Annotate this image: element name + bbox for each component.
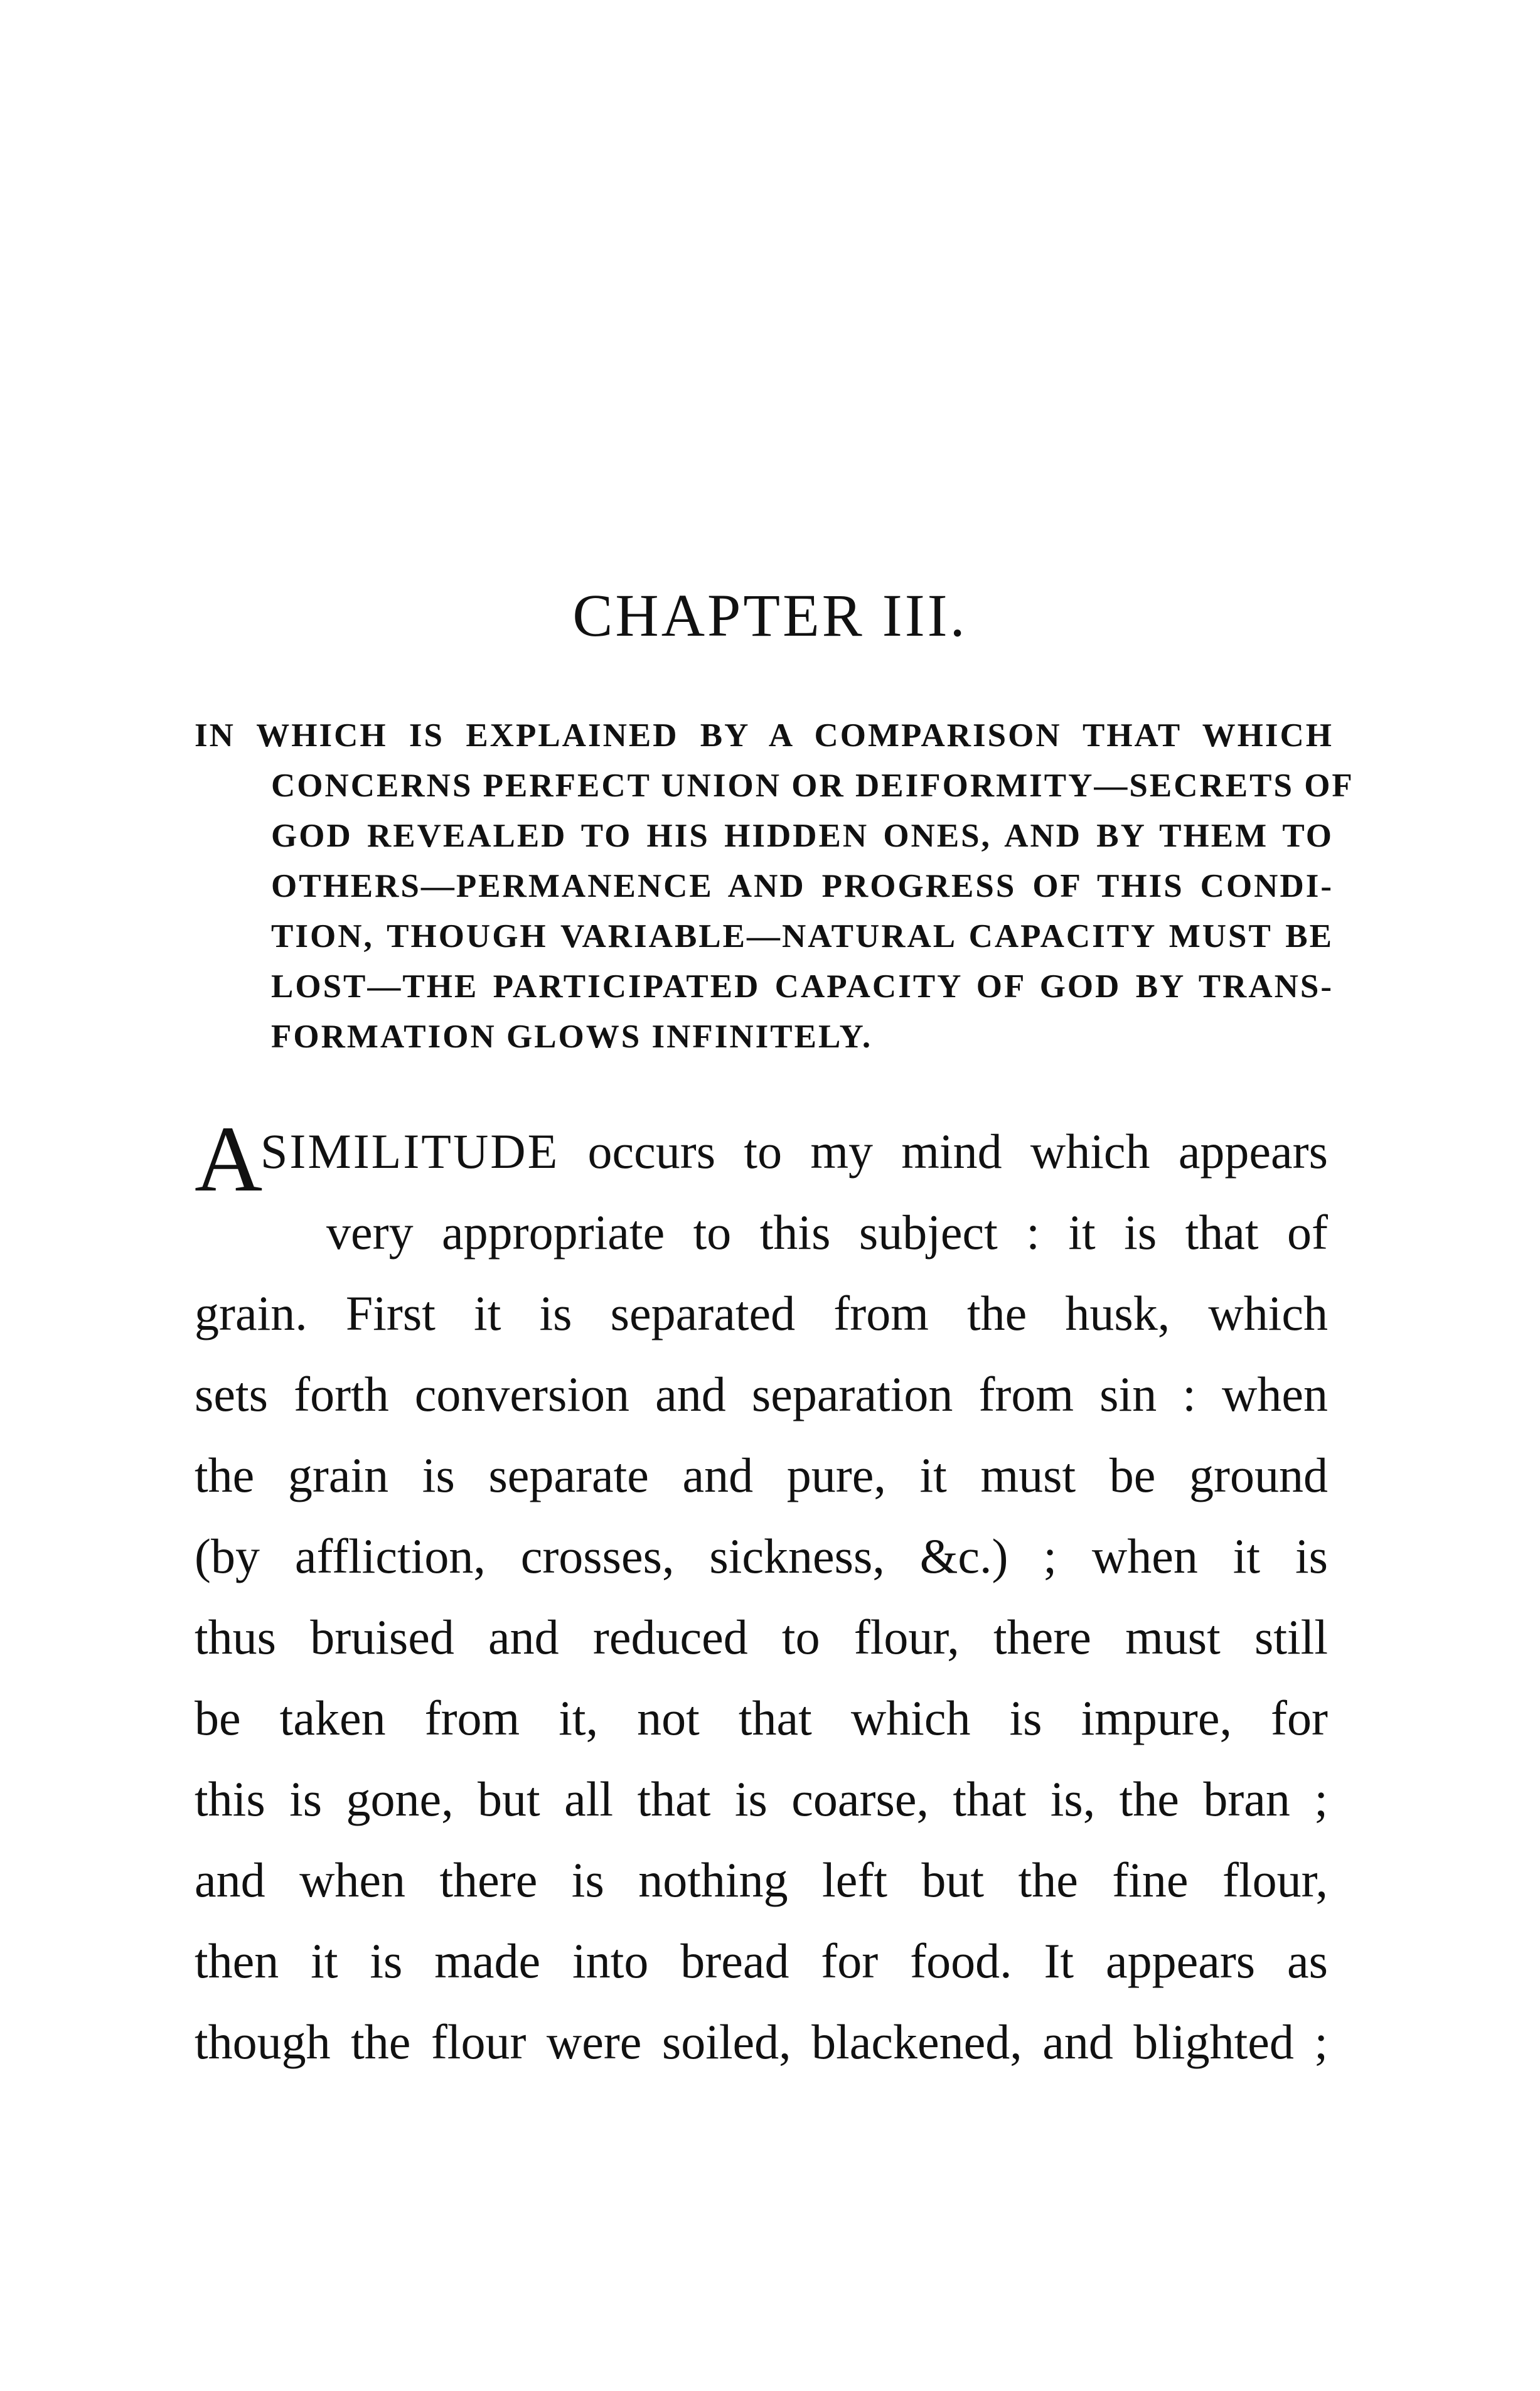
- chapter-title: CHAPTER III.: [572, 582, 968, 649]
- summary-line: TION, THOUGH VARIABLE—NATURAL CAPACITY MUST BE: [271, 918, 1334, 955]
- body-line: sets forth conversion and separation from sin : when: [195, 1367, 1328, 1421]
- body-line: thus bruised and reduced to flour, there must still: [195, 1610, 1328, 1664]
- drop-cap: A: [195, 1107, 263, 1211]
- summary-line: IN WHICH IS EXPLAINED BY A COMPARISON THAT WHICH: [195, 717, 1334, 754]
- summary-line: LOST—THE PARTICIPATED CAPACITY OF GOD BY TRANS-: [271, 968, 1334, 1005]
- body-line: this is gone, but all that is coarse, that is, the bran ;: [195, 1772, 1328, 1826]
- body-line: be taken from it, not that which is impure, for: [195, 1691, 1328, 1745]
- body-line: and when there is nothing left but the fine flour,: [195, 1853, 1328, 1907]
- body-line: the grain is separate and pure, it must be ground: [195, 1448, 1328, 1502]
- body-line: then it is made into bread for food. It appears as: [195, 1934, 1328, 1988]
- chapter-summary: [195, 710, 1354, 1062]
- first-line-text: [260, 1111, 1328, 1192]
- summary-line: CONCERNS PERFECT UNION OR DEIFORMITY—SECRETS OF: [271, 768, 1354, 804]
- body-line: though the flour were soiled, blackened, and blighted ;: [195, 2014, 1328, 2069]
- body-line: very appropriate to this subject : it is that of: [326, 1205, 1328, 1260]
- first-word: SIMILITUDE: [260, 1124, 560, 1179]
- summary-line: OTHERS—PERMANENCE AND PROGRESS OF THIS CONDI-: [271, 868, 1334, 904]
- body-paragraph: [195, 1107, 1329, 2082]
- body-line: (by affliction, crosses, sickness, &c.) ; when it is: [195, 1529, 1328, 1583]
- first-line-rest: occurs to my mind which appears: [587, 1124, 1329, 1179]
- summary-line: FORMATION GLOWS INFINITELY.: [271, 1019, 873, 1055]
- first-body-line: [195, 1107, 1329, 1211]
- body-line: grain. First it is separated from the husk, which: [195, 1286, 1328, 1340]
- summary-line: GOD REVEALED TO HIS HIDDEN ONES, AND BY THEM TO: [271, 818, 1334, 854]
